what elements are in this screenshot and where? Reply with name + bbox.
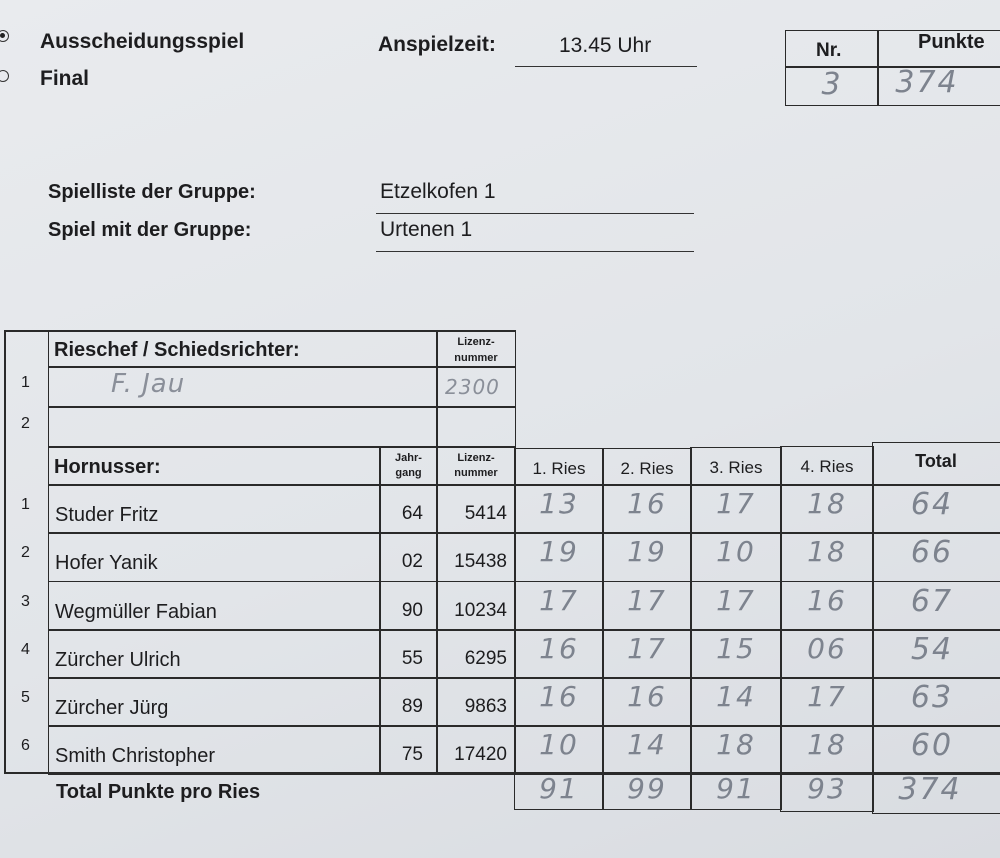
ries-4-total: 93 [807,772,847,805]
player-name: Hofer Yanik [55,552,158,574]
player-ries-4-score: 16 [807,584,847,617]
total-header-cell [872,442,1000,486]
group-match-field [376,216,694,252]
referee-name: F. Jau [111,369,186,399]
player-ries-1-cell [514,677,604,727]
player-total-cell [872,677,1000,727]
player-ries-1-score: 16 [539,632,579,665]
player-year-cell [379,629,438,679]
player-ries-3-cell [690,725,782,775]
player-total: 64 [910,487,954,522]
referee-license-cell [436,406,516,448]
ries-2-header: 2. Ries [620,459,674,478]
player-total-cell [872,629,1000,679]
player-ries-3-cell [690,677,782,727]
player-year: 55 [401,648,423,669]
player-ries-3-score: 18 [716,728,756,761]
player-ries-4-cell [780,484,874,534]
player-ries-2-score: 14 [627,728,667,761]
player-ries-2-score: 19 [627,535,667,568]
table-left-border [4,330,6,772]
player-ries-3-score: 14 [716,680,756,713]
player-total-cell [872,532,1000,582]
player-ries-4-score: 06 [807,632,847,665]
player-ries-3-score: 15 [716,632,756,665]
radio-ausscheidungsspiel[interactable] [0,30,9,42]
player-year-cell [379,532,438,582]
player-ries-2-cell [602,532,692,582]
player-ries-3-cell [690,532,782,582]
player-year-cell [379,725,438,775]
player-name-cell [48,677,381,727]
total-header: Total [915,451,957,471]
group-list-label: Spielliste der Gruppe: [48,181,256,203]
ries-2-total: 99 [627,772,667,805]
player-ries-2-cell [602,484,692,534]
player-license-cell [436,725,516,775]
player-ries-3-cell [690,581,782,631]
year-header-cell [379,446,438,486]
referee-name-cell [48,406,438,448]
player-license: 5414 [464,503,507,524]
referee-row-number: 1 [21,374,30,391]
player-ries-1-score: 13 [539,487,579,520]
player-ries-1-cell [514,581,604,631]
player-name: Smith Christopher [55,745,216,767]
player-ries-2-score: 16 [627,680,667,713]
player-license: 17420 [454,744,507,765]
ries-3-header: 3. Ries [709,458,763,477]
player-row-number: 6 [21,737,30,754]
player-year: 75 [401,744,423,765]
player-name-cell [48,581,381,631]
player-license-cell [436,484,516,534]
ries-1-total: 91 [539,772,579,805]
referee-license-cell [436,366,516,408]
nr-header-cell [785,30,879,68]
player-license: 15438 [454,551,507,572]
referee-license-header: Lizenz- nummer [454,336,498,364]
player-ries-4-cell [780,677,874,727]
player-ries-4-cell [780,532,874,582]
ries-3-header-cell [690,447,782,486]
player-name-cell [48,725,381,775]
player-ries-4-cell [780,725,874,775]
referee-name-cell [48,366,438,408]
referee-row-number: 2 [21,415,30,432]
points-header-cell [877,30,1000,68]
player-name-cell [48,532,381,582]
player-license: 6295 [464,648,507,669]
grand-total-cell [872,772,1000,814]
option-final-label: Final [40,67,90,90]
points-header: Punkte [918,31,985,53]
ries-4-total-cell [780,772,874,812]
referee-title: Rieschef / Schiedsrichter: [54,339,300,361]
referee-title-cell [48,330,438,368]
ries-3-total-cell [690,772,782,810]
player-total: 54 [910,632,954,667]
players-title-cell [48,446,381,486]
ries-1-header: 1. Ries [532,459,586,478]
player-ries-4-score: 18 [807,728,847,761]
player-ries-2-cell [602,725,692,775]
referee-license: 2300 [445,375,500,399]
player-total-cell [872,725,1000,775]
player-ries-1-score: 10 [539,728,579,761]
player-ries-3-score: 17 [716,584,756,617]
player-ries-1-cell [514,725,604,775]
group-list-field [376,178,694,214]
player-row-number: 3 [21,593,30,610]
player-row-number: 2 [21,544,30,561]
player-row-number: 5 [21,689,30,706]
player-row-number: 4 [21,641,30,658]
player-ries-3-cell [690,629,782,679]
player-year-cell [379,581,438,631]
player-ries-2-cell [602,581,692,631]
start-time-value: 13.45 Uhr [559,34,652,57]
player-ries-2-score: 16 [627,487,667,520]
ries-1-total-cell [514,772,604,810]
player-total: 66 [910,535,954,570]
player-ries-4-score: 18 [807,535,847,568]
player-ries-1-cell [514,629,604,679]
player-total: 67 [910,584,954,619]
player-year: 90 [401,600,423,621]
points-value: 374 [895,65,959,100]
ries-4-header-cell [780,446,874,486]
nr-header: Nr. [816,40,842,61]
player-license-cell [436,677,516,727]
license-header-cell [436,446,516,486]
license-header: Lizenz- nummer [454,452,498,479]
player-ries-1-cell [514,532,604,582]
player-ries-3-score: 10 [716,535,756,568]
player-ries-1-score: 16 [539,680,579,713]
player-ries-4-cell [780,581,874,631]
player-license-cell [436,581,516,631]
player-ries-1-cell [514,484,604,534]
players-title: Hornusser: [54,456,161,478]
player-ries-2-cell [602,677,692,727]
player-total: 63 [910,680,954,715]
nr-value-cell [785,66,879,106]
year-header: Jahr- gang [395,452,422,479]
player-name: Zürcher Jürg [55,697,169,719]
player-name: Studer Fritz [55,504,159,526]
player-name: Zürcher Ulrich [55,649,181,671]
ries-2-total-cell [602,772,692,810]
nr-value: 3 [821,67,843,102]
player-row-number: 1 [21,496,30,513]
option-ausscheidungsspiel-label: Ausscheidungsspiel [40,30,245,53]
player-year: 02 [401,551,423,572]
group-list-value: Etzelkofen 1 [380,180,496,203]
player-year-cell [379,677,438,727]
radio-final[interactable] [0,70,9,82]
player-ries-3-score: 17 [716,487,756,520]
group-match-label: Spiel mit der Gruppe: [48,219,252,241]
player-license-cell [436,629,516,679]
player-ries-4-score: 18 [807,487,847,520]
player-license: 9863 [464,696,507,717]
player-year: 64 [401,503,423,524]
start-time-label: Anspielzeit: [378,33,496,56]
player-total-cell [872,581,1000,631]
player-year-cell [379,484,438,534]
player-license: 10234 [454,600,507,621]
player-ries-4-cell [780,629,874,679]
player-ries-2-score: 17 [627,632,667,665]
player-name-cell [48,629,381,679]
player-name: Wegmüller Fabian [55,601,217,623]
player-ries-3-cell [690,484,782,534]
player-ries-1-score: 17 [539,584,579,617]
player-license-cell [436,532,516,582]
referee-license-header-cell [436,330,516,368]
player-ries-2-cell [602,629,692,679]
ries-1-header-cell [514,448,604,486]
ries-3-total: 91 [716,772,756,805]
ries-2-header-cell [602,448,692,486]
ries-4-header: 4. Ries [800,457,854,476]
player-year: 89 [401,696,423,717]
footer-label: Total Punkte pro Ries [56,781,261,803]
group-match-value: Urtenen 1 [380,218,473,241]
player-ries-1-score: 19 [539,535,579,568]
player-ries-4-score: 17 [807,680,847,713]
points-value-cell [877,66,1000,106]
player-ries-2-score: 17 [627,584,667,617]
player-name-cell [48,484,381,534]
start-time-field [515,32,697,67]
grand-total: 374 [898,772,962,807]
player-total-cell [872,484,1000,534]
player-total: 60 [910,728,954,763]
